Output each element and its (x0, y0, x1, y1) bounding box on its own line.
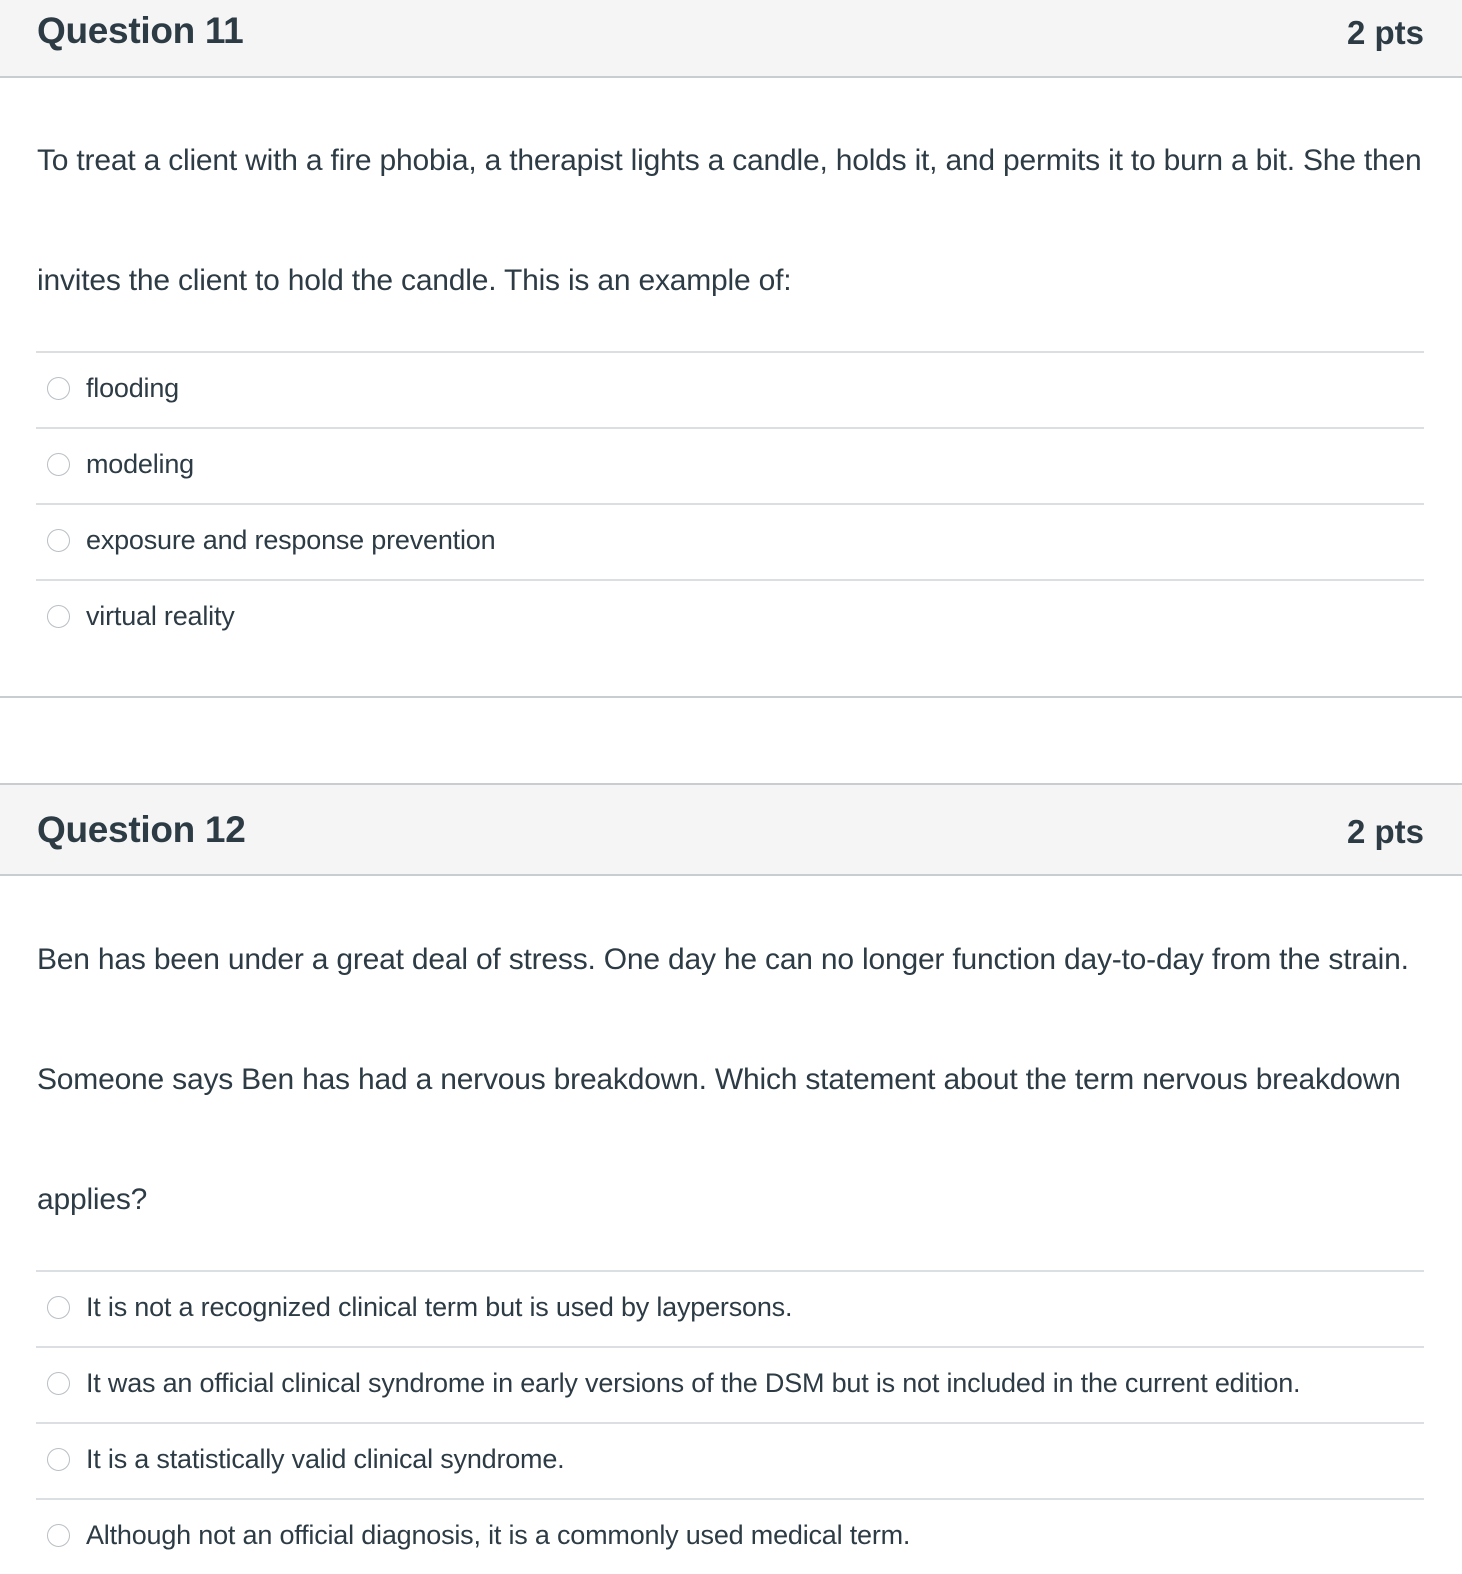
answer-option[interactable] (36, 1346, 1424, 1422)
answer-label[interactable]: It is a statistically valid clinical syndrome. (86, 1444, 565, 1474)
answer-label[interactable]: It was an official clinical syndrome in early versions of the DSM but is not included in the current edition. (86, 1368, 1301, 1398)
question-paragraph: applies? (37, 1183, 148, 1216)
answer-option[interactable] (36, 427, 1424, 503)
question-paragraph: Ben has been under a great deal of stress. One day he can no longer function day-to-day from the strain. (37, 943, 1409, 976)
answer-label[interactable]: It is not a recognized clinical term but is used by laypersons. (86, 1292, 793, 1322)
radio-button[interactable] (47, 1524, 70, 1547)
answer-option[interactable] (36, 1270, 1424, 1346)
question-paragraph: Someone says Ben has had a nervous breakdown. Which statement about the term nervous breakdown (37, 1063, 1401, 1096)
answer-list (36, 351, 1424, 655)
radio-button[interactable] (47, 377, 70, 400)
answer-list (36, 1270, 1424, 1574)
answer-option[interactable] (36, 351, 1424, 427)
answer-label[interactable]: exposure and response prevention (86, 525, 496, 555)
question-paragraph: To treat a client with a fire phobia, a therapist lights a candle, holds it, and permits it to burn a bit. She then (37, 144, 1422, 177)
radio-button[interactable] (47, 1296, 70, 1319)
question-paragraph: invites the client to hold the candle. This is an example of: (37, 264, 792, 297)
answer-option[interactable] (36, 1422, 1424, 1498)
radio-button[interactable] (47, 1372, 70, 1395)
question-header (0, 0, 1462, 78)
question-points: 2 pts (1346, 14, 1424, 51)
answer-label[interactable]: virtual reality (86, 601, 235, 631)
radio-button[interactable] (47, 605, 70, 628)
answer-label[interactable]: Although not an official diagnosis, it is a commonly used medical term. (86, 1520, 911, 1550)
answer-label[interactable]: flooding (86, 373, 179, 403)
question-header (0, 785, 1462, 876)
radio-button[interactable] (47, 1448, 70, 1471)
answer-option[interactable] (36, 579, 1424, 655)
answer-option[interactable] (36, 1498, 1424, 1574)
answer-label[interactable]: modeling (86, 449, 194, 479)
question-points: 2 pts (1346, 813, 1424, 850)
radio-button[interactable] (47, 453, 70, 476)
question-11 (0, 0, 1462, 698)
answer-option[interactable] (36, 503, 1424, 579)
question-12 (0, 783, 1462, 1561)
radio-button[interactable] (47, 529, 70, 552)
question-title: Question 12 (37, 809, 246, 850)
question-title: Question 11 (37, 10, 244, 51)
